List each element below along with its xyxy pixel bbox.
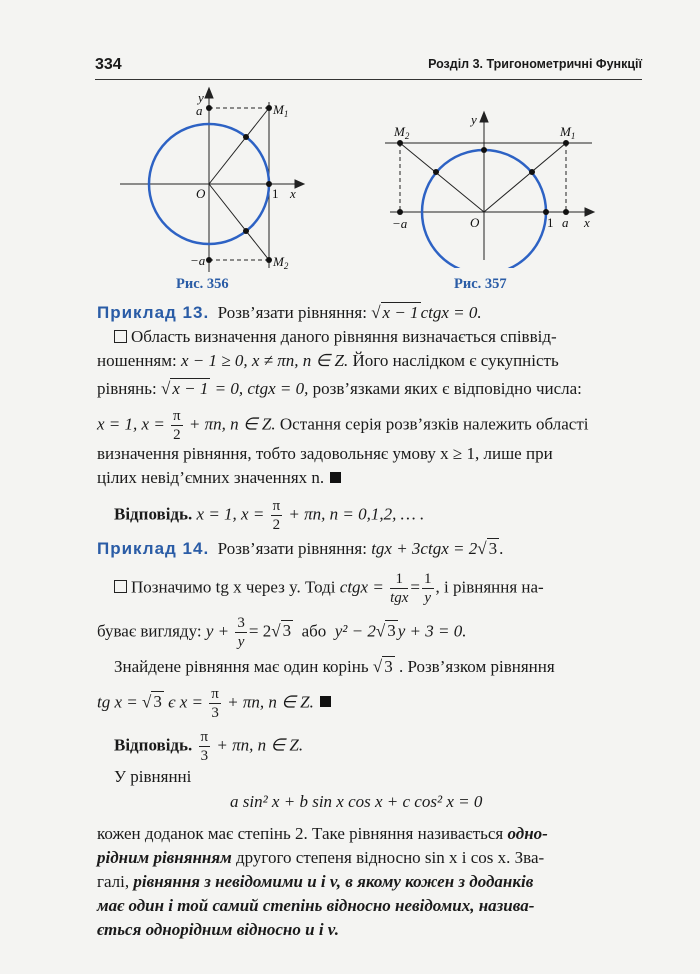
label-x: x [290,186,296,201]
fraction-3-over-y [235,614,247,651]
sqrt-3: 3 [282,621,292,641]
ex14-answer [114,728,303,765]
ex13-answer [114,497,424,534]
label-m1: $M_1$ [560,124,576,141]
example-14-task-text: Розв’язати рівняння: [217,539,367,558]
intersection-left [433,169,439,175]
ex14-line-1 [114,570,544,607]
ex14-ctg: ctgx = [339,577,384,597]
ex14-eq2b: y + 3 = 0. [397,621,467,641]
label-y: y [198,90,204,105]
ex13-text-4c: Остання серія розв’язків належить області [279,414,589,434]
label-y: y [471,112,477,127]
sqrt-3: 3 [153,692,162,712]
proof-start-icon [114,330,127,343]
example-13-equation: ctgx = 0. [420,303,482,322]
label-origin: O [196,186,206,201]
figure-356 [120,84,320,280]
frac-den: 3 [200,748,209,764]
ex13-text-4a: x = 1, x = [97,414,165,434]
answer-text-b: + πn, n ∈ Z. [216,735,304,755]
frac-den: y [424,590,432,606]
point-top [481,147,487,153]
example-14-sqrt: 3 [488,539,498,558]
intersection-right [529,169,535,175]
running-header: Розділ 3. Тригонометричні Функції [428,57,642,71]
ex13-line-5: визначення рівняння, тобто задовольняє умову x ≥ 1, лише при [97,444,553,463]
label-m2: $M_2$ [394,124,410,141]
ex13-text-2c: Його наслідком є сукупність [352,351,559,370]
ex13-text-3a: рівнянь: [97,379,157,398]
homog-text-3a: галі, [97,872,130,891]
ex14-line-4: tg x = √ 3 є x = $\frac{\pi}{3}$ + πn, n ∈ Z. [97,685,331,722]
proof-end-icon [330,472,341,483]
homog-equation: a sin² x + b sin x cos x + c cos² x = 0 [230,792,483,811]
figure-357-caption: Рис. 357 [454,276,507,292]
ex13-line-1 [114,327,557,347]
frac-num: 3 [237,615,245,631]
ex13-sqrt-2: x − 1 [172,379,209,398]
intersection-lower [243,228,249,234]
label-m1: $M_1$ [273,102,289,119]
ex13-line-2 [97,351,559,371]
homog-line-2 [97,848,544,868]
homog-line-1 [97,824,548,844]
homog-line-4: має один і той самий степінь відносно невідомих, назива- [97,896,535,915]
label-one: 1 [272,186,279,201]
example-13-sqrt: x − 1 [382,303,419,322]
frac-den: 2 [272,517,281,533]
label-a: a [196,103,203,118]
ex14-text-3a: Знайдене рівняння має один корінь [114,657,369,676]
ex13-text-6: цілих невід’ємних значеннях n. [97,468,325,487]
y-axis-arrow [480,112,488,122]
frac-num: 1 [424,571,432,587]
homog-text-1b: одно- [507,824,548,843]
homog-text-2b: другого степеня відносно sin x і cos x. Зва- [236,848,545,867]
ray-m1 [484,143,566,212]
ex14-text-3b: . Розв’язком рівняння [398,657,555,676]
frac-den: tgx [390,590,409,606]
frac-num: π [173,408,181,424]
sqrt-3: 3 [387,621,396,641]
fraction-pi-over-2 [271,497,283,534]
point-minus-a [397,209,403,215]
example-13-title: Приклад 13. [97,303,210,322]
homog-text-1a: кожен доданок має степінь 2. Таке рівняння називається [97,824,504,843]
fraction-pi-over-2 [171,407,183,444]
ex13-line-3: рівнянь: √ x − 1 = 0, ctgx = 0, розв’язками яких є відповідно числа: [97,379,582,398]
ex14-text-4c: + πn, n ∈ Z. [227,692,314,712]
answer-label: Відповідь. [114,735,193,755]
label-a: a [562,215,569,230]
ex13-text-1: Область визначення даного рівняння визначається співвід- [131,327,557,346]
answer-text-b: + πn, n = 0,1,2, … . [288,504,425,524]
ray-m2 [209,184,269,260]
point-m1 [266,105,272,111]
fraction-pi-over-3 [209,685,221,722]
equals: = [410,577,420,597]
answer-label: Відповідь. [114,504,193,524]
example-14-title: Приклад 14. [97,539,210,558]
fraction-1-over-tgx [390,570,408,607]
ex13-text-3c: розв’язками яких є відповідно числа: [312,379,582,398]
example-13-task: Приклад 13. Розв’язати рівняння: √ x − 1 ctgx = 0. [97,303,482,322]
ex14-text-1a: Позначимо tg x через y. Тоді [131,577,336,597]
label-origin: O [470,215,480,230]
frac-den: y [237,634,245,650]
frac-den: 3 [211,705,219,721]
y-axis-arrow [205,88,213,98]
header-rule [95,79,642,80]
sqrt-3: 3 [384,657,393,676]
point-m2 [397,140,403,146]
ex14-eq2a: y² − 2 [334,621,376,641]
label-one: 1 [547,215,554,230]
ex13-line-6 [97,468,341,488]
homog-text-3b: рівняння з невідомими u і v, в якому кожен з доданків [133,872,534,891]
label-x: x [584,215,590,230]
x-axis-arrow [295,180,304,188]
ex14-line-2: буває вигляду: y + $\frac{3}{y}$ = 2√ 3 або y² − 2√ 3 y + 3 = 0. [97,615,467,650]
point-m2 [266,257,272,263]
fraction-1-over-y [422,570,434,607]
frac-num: π [272,498,281,514]
homog-intro: У рівнянні [114,767,192,786]
ex14-text-2y: y + [205,621,230,641]
ex14-line-3: Знайдене рівняння має один корінь √ 3 . Розв’язком рівняння [114,657,555,676]
proof-start-icon [114,580,127,593]
ex13-text-2a: ношенням: [97,351,177,370]
frac-den: 2 [173,427,181,443]
label-minus-a: −a [392,216,408,231]
example-14-equation: tgx + 3ctgx = 2 [371,539,478,558]
fraction-pi-over-3 [199,728,211,765]
page-number: 334 [95,56,122,73]
ex13-line-4 [97,407,589,444]
ex14-text-4a: tg x = [97,692,138,712]
point-minus-a [206,257,212,263]
ex14-text-2a: буває вигляду: [97,621,202,641]
example-13-task-text: Розв’язати рівняння: [217,303,367,322]
label-minus-a: −a [190,253,206,268]
point-m1 [563,140,569,146]
ex14-eq: = 2 [248,621,272,641]
ex14-or: або [301,621,327,641]
ray-m2 [400,143,484,212]
frac-num: π [211,686,219,702]
frac-num: 1 [390,570,408,589]
proof-end-icon [320,696,331,707]
ex14-text-4b: є x = [168,692,204,712]
figure-357 [380,108,605,268]
homog-text-2a: рідним рівнянням [97,848,232,867]
intersection-upper [243,134,249,140]
frac-num: π [200,729,209,745]
point-a [206,105,212,111]
ex14-text-1b: , і рівняння на- [435,577,544,597]
label-m2: $M_2$ [273,254,289,271]
homog-line-5: ється однорідним відносно u і v. [97,920,339,939]
ex13-text-2b: x − 1 ≥ 0, x ≠ πn, n ∈ Z. [180,351,349,370]
homog-line-3 [97,872,533,892]
example-14-end: . [499,539,504,558]
ex13-text-3b: = 0, ctgx = 0, [214,379,309,398]
answer-text-a: x = 1, x = [196,504,265,524]
figure-356-caption: Рис. 356 [176,276,229,292]
ray-m1 [209,108,269,184]
example-14-task: Приклад 14. Розв’язати рівняння: tgx + 3ctgx = 2√ 3 . [97,539,504,558]
ex13-text-4b: + πn, n ∈ Z. [188,414,276,434]
